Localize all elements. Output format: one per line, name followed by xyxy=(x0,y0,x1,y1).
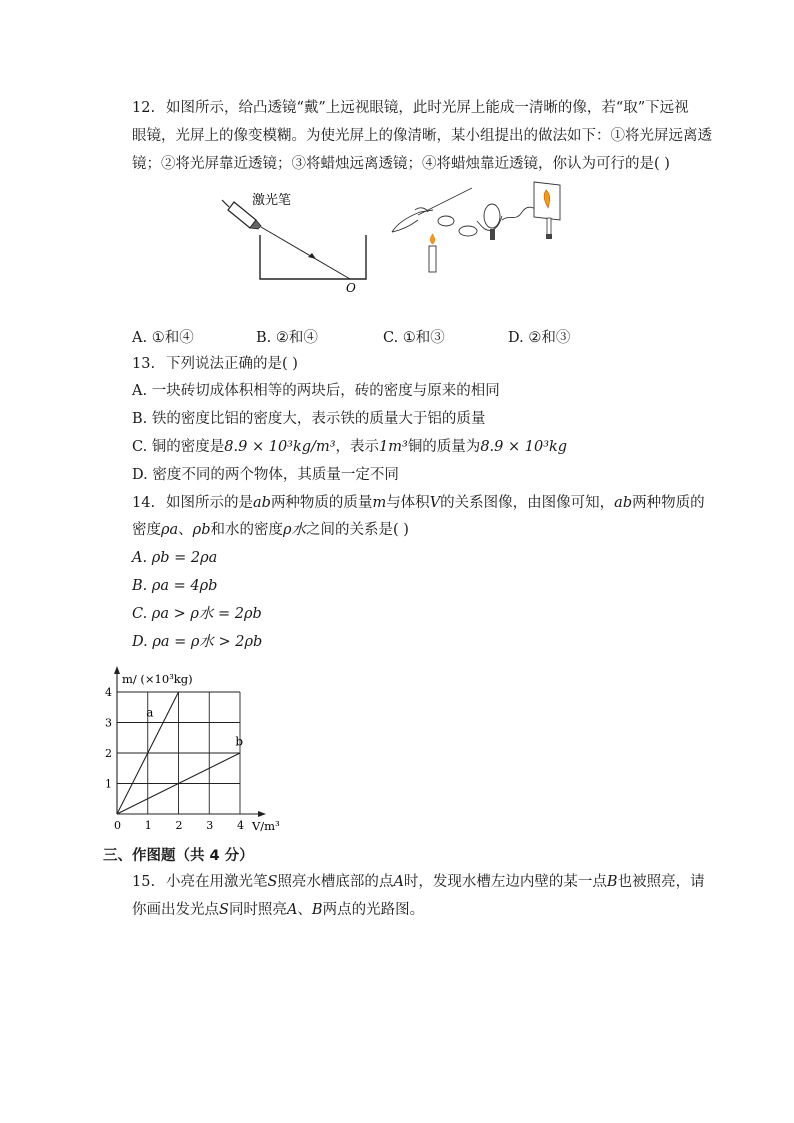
q15-text-3: 时，发现水槽左边内壁的某一点 xyxy=(403,874,607,890)
q14-var-m: m xyxy=(372,495,387,511)
q15-text-4: 也被照亮，请 xyxy=(617,874,705,890)
q15-separator: 、 xyxy=(297,902,312,918)
q14-var-v: V xyxy=(429,495,441,511)
q12-figure xyxy=(220,180,600,300)
q13-option-b: B. 铁的密度比铝的密度大，表示铁的质量大于铝的质量 xyxy=(132,411,486,427)
chart-grid xyxy=(117,692,240,814)
y-axis-label: m/ (×10³kg) xyxy=(122,672,193,686)
q13-option-c xyxy=(132,437,567,457)
q15-text-7: 两点的光路图。 xyxy=(322,902,425,918)
q12-option-c: C. ①和③ xyxy=(383,330,445,346)
q14-rho-water: ρ水 xyxy=(282,522,307,538)
candle xyxy=(429,246,436,272)
q14-option-a: A. ρb = 2ρa xyxy=(132,550,218,566)
q13-number: 13. xyxy=(132,356,156,372)
q14-text-2: 两种物质的质量 xyxy=(270,495,373,511)
beam-arrow-icon xyxy=(308,253,316,259)
y-tick-label: 4 xyxy=(105,686,112,699)
q14-text-8: 之间的关系是( ) xyxy=(306,522,409,538)
q13-stem-text: 下列说法正确的是( ) xyxy=(166,356,298,372)
y-tick-label: 3 xyxy=(105,716,112,730)
q13-option-c-volume: 1m³ xyxy=(379,439,408,455)
q12-line-2 xyxy=(132,126,712,146)
q14-option-b: B. ρa = 4ρb xyxy=(132,578,218,594)
q15-number: 15. xyxy=(132,874,156,890)
q12-option-a: A. ①和④ xyxy=(132,330,194,346)
flame-icon xyxy=(430,234,435,244)
q15-var-b-2: B xyxy=(311,902,323,918)
q12-line-3 xyxy=(132,154,670,174)
q15-var-b: B xyxy=(606,874,618,890)
y-tick-label: 1 xyxy=(105,777,112,791)
section-3-heading: 三、作图题（共 4 分） xyxy=(103,848,254,864)
x-tick-label: 2 xyxy=(175,819,183,832)
q15-text-5: 你画出发光点 xyxy=(132,902,219,918)
q14-text-4: 的关系图像，由图像可知， xyxy=(440,495,615,511)
series-label-a: a xyxy=(146,705,154,720)
q13-option-c-density: 8.9 × 10³kg/m³ xyxy=(224,439,336,455)
x-tick-label: 4 xyxy=(237,819,244,832)
q13-option-a: A. 一块砖切成体积相等的两块后，砖的密度与原来的相同 xyxy=(132,383,500,399)
q12-text-1: 如图所示，给凸透镜“戴”上远视眼镜，此时光屏上能成一清晰的像，若“取”下远视 xyxy=(166,100,689,116)
q13-option-c-text-2: ，表示 xyxy=(335,439,380,455)
q13-option-d: D. 密度不同的两个物体，其质量一定不同 xyxy=(132,467,399,483)
q14-var-ab-2: ab xyxy=(614,495,633,511)
lens-experiment-illustration xyxy=(392,182,560,272)
q14-text-1: 如图所示的是 xyxy=(166,495,253,511)
q14-var-ab: ab xyxy=(253,495,271,511)
q15-line-2 xyxy=(132,900,424,920)
y-axis-arrow-icon xyxy=(114,666,120,674)
q12-text-3: 镜；②将光屏靠近透镜；③将蜡烛远离透镜；④将蜡烛靠近透镜，你认为可行的是( ) xyxy=(132,156,670,172)
q14-text-7: 和水的密度 xyxy=(210,522,283,538)
q13-option-c-text-1: C. 铜的密度是 xyxy=(132,439,225,455)
q15-line-1 xyxy=(132,872,705,892)
q14-text-3: 与体积 xyxy=(386,495,430,511)
series-label-b: b xyxy=(235,734,244,749)
q12-number: 12. xyxy=(132,100,156,116)
laser-beam xyxy=(261,227,350,279)
laser-pen-label: 激光笔 xyxy=(252,193,292,208)
x-axis-arrow-icon xyxy=(258,811,266,817)
q14-separator: 、 xyxy=(178,522,193,538)
x-axis-label: V/m³ xyxy=(252,819,280,833)
x-tick-label: 0 xyxy=(114,819,121,832)
q12-line-1 xyxy=(132,98,689,118)
chart-axes xyxy=(114,666,266,817)
q12-option-d: D. ②和③ xyxy=(508,330,571,346)
q13-stem xyxy=(132,354,298,374)
q13-option-c-mass: 8.9 × 10³kg xyxy=(480,439,568,455)
q15-var-a: A xyxy=(393,874,404,890)
q13-option-c-text-3: 铜的质量为 xyxy=(407,439,481,455)
q15-text-2: 照亮水槽底部的点 xyxy=(277,874,394,890)
q14-line-2 xyxy=(132,520,409,540)
q14-number: 14. xyxy=(132,495,156,511)
q12-option-b: B. ②和④ xyxy=(256,330,318,346)
q15-text-1: 小亮在用激光笔 xyxy=(166,874,268,890)
y-tick-label: 2 xyxy=(105,747,112,760)
q14-rho-a: ρa xyxy=(161,522,179,538)
q15-var-s: S xyxy=(267,874,278,890)
q14-rho-b: ρb xyxy=(192,522,211,538)
q14-option-c: C. ρa > ρ水 = 2ρb xyxy=(132,606,262,622)
q12-text-2: 眼镜，光屏上的像变模糊。为使光屏上的像清晰，某小组提出的做法如下：①将光屏远离透 xyxy=(132,128,712,144)
x-tick-label: 1 xyxy=(144,819,152,832)
point-o-label: O xyxy=(346,281,356,295)
mass-volume-chart xyxy=(100,660,300,838)
q14-text-6: 密度 xyxy=(132,522,161,538)
q15-text-6: 同时照亮 xyxy=(228,902,287,918)
x-tick-label: 3 xyxy=(206,819,214,832)
q14-text-5: 两种物质的 xyxy=(632,495,705,511)
q15-var-a-2: A xyxy=(286,902,298,918)
q14-line-1 xyxy=(132,493,705,513)
q15-var-s-2: S xyxy=(219,902,229,918)
q14-option-d: D. ρa = ρ水 > 2ρb xyxy=(132,634,263,650)
